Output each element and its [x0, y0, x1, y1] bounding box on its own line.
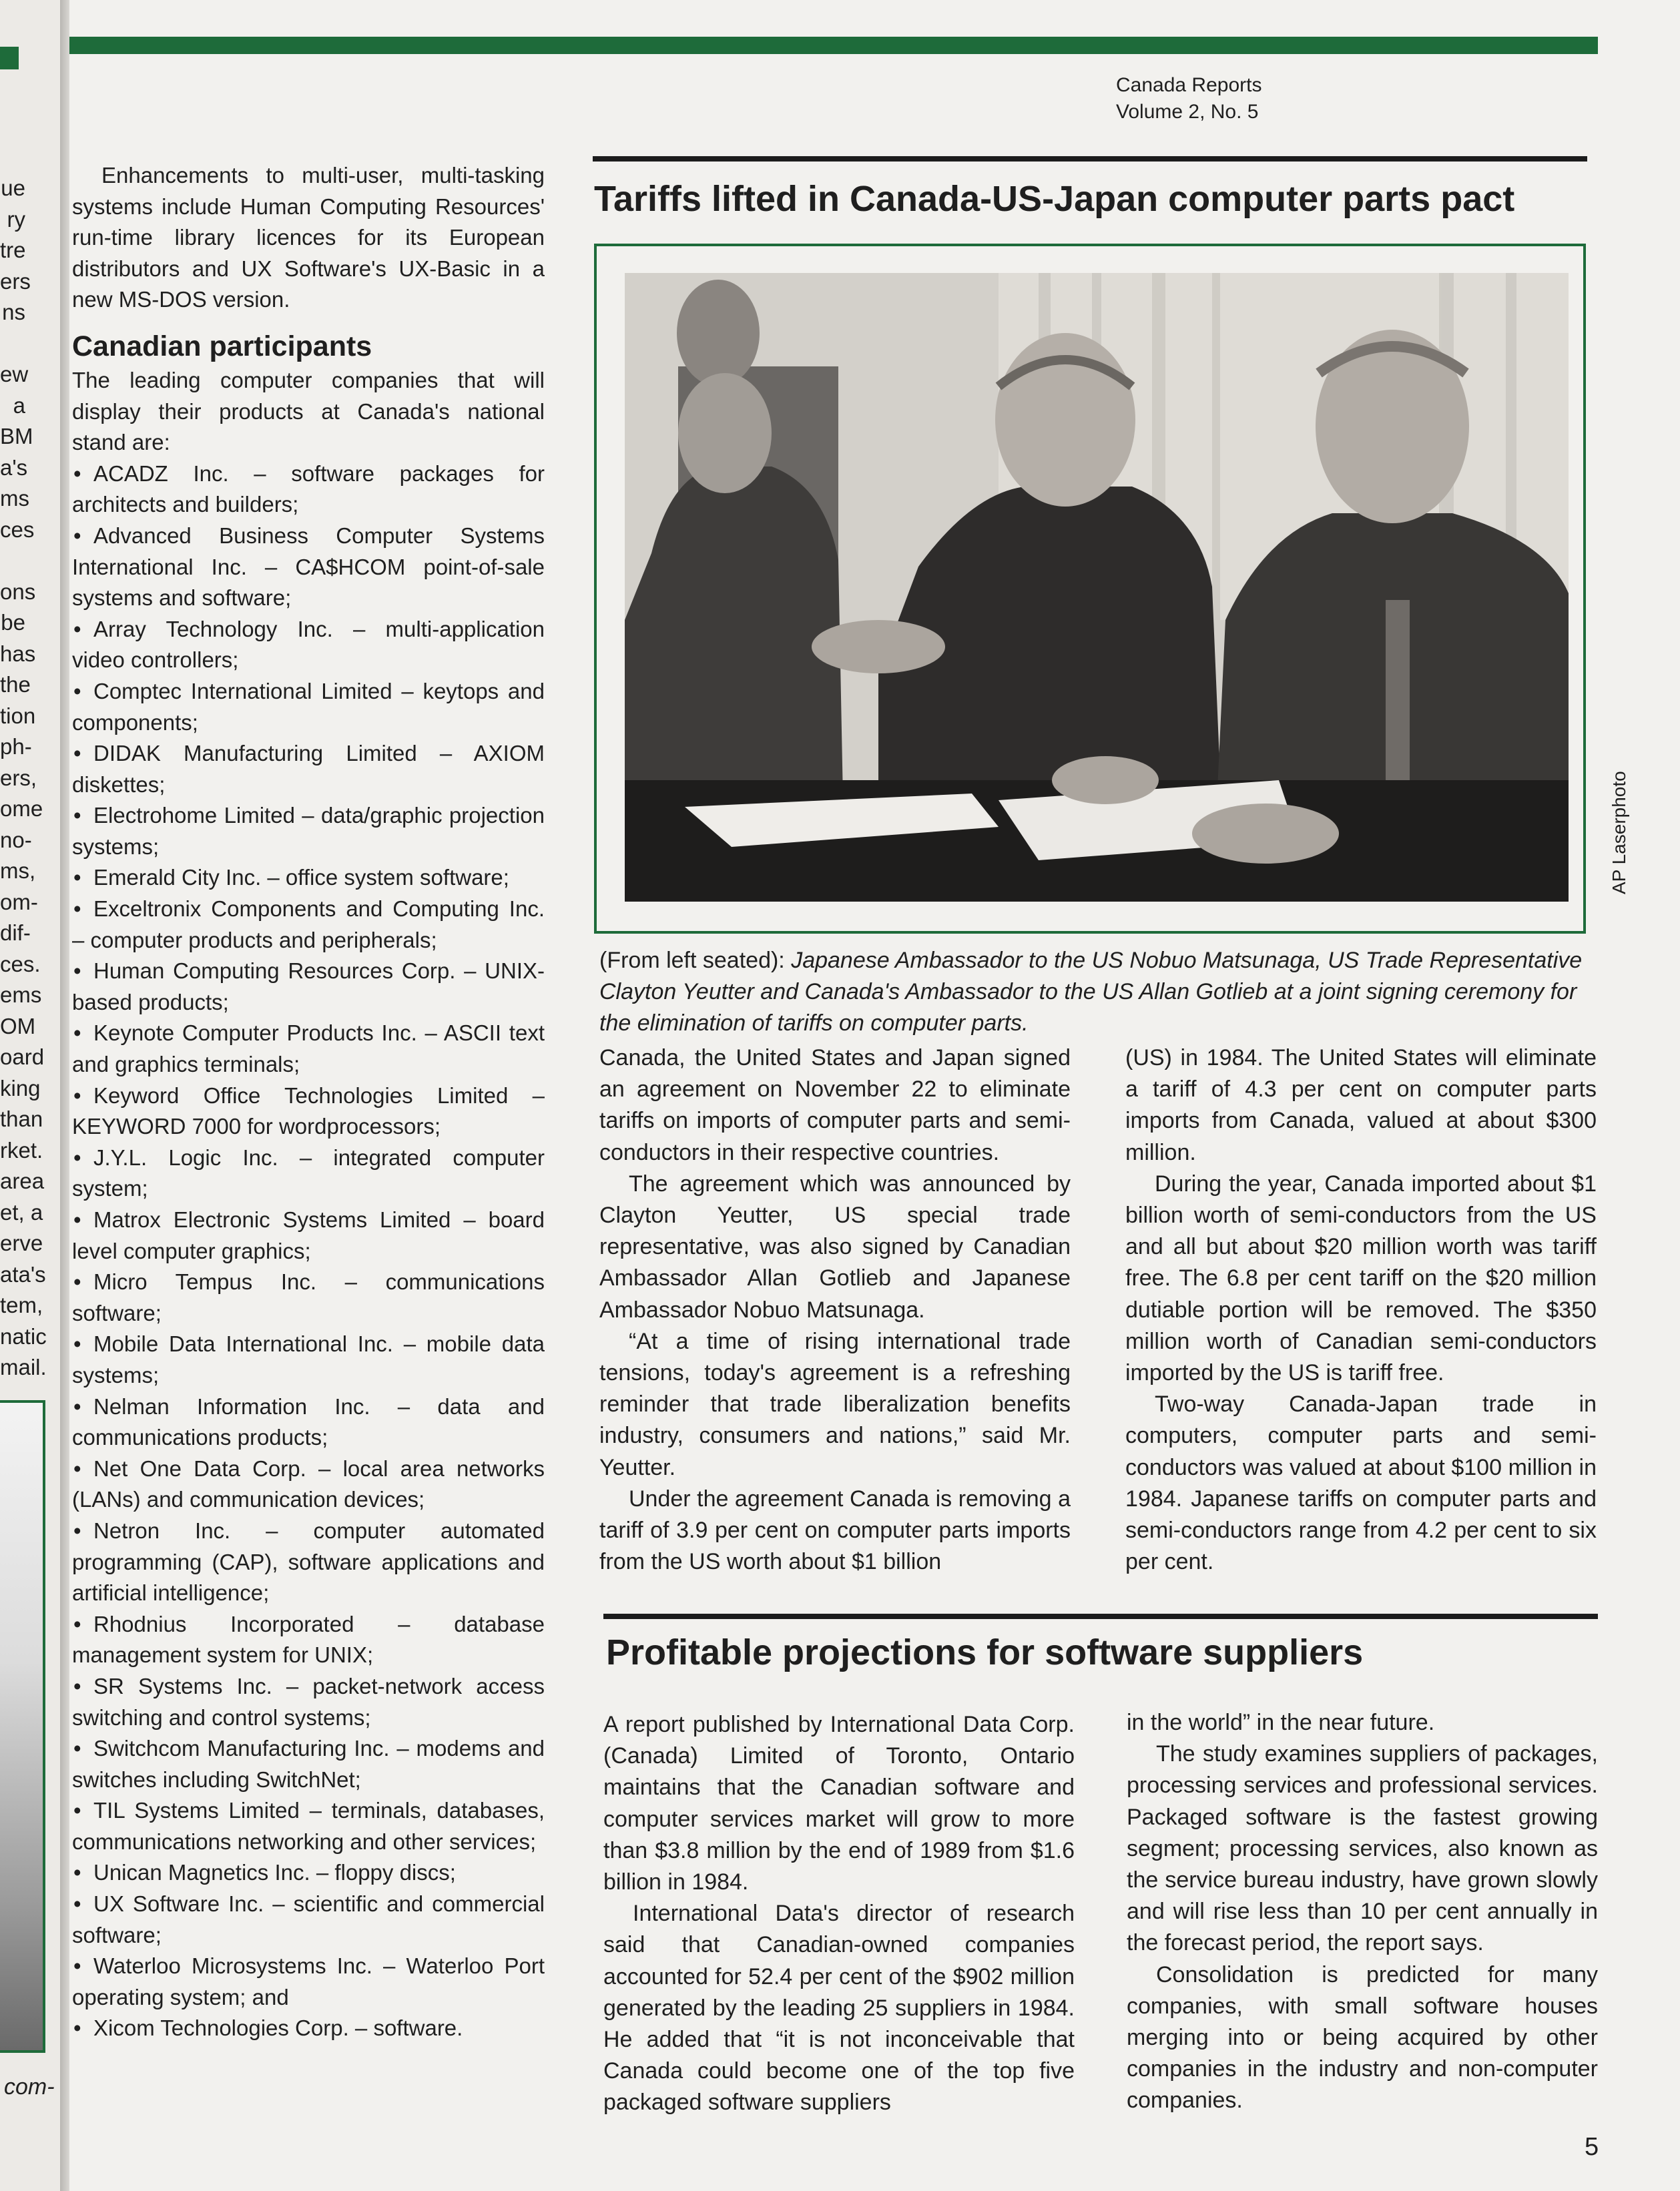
article-paragraph: Canada, the United States and Japan signed an agreement on November 22 to eliminate tariffs on imports of computer parts and semi-conductors in their respective countries.: [599, 1045, 1071, 1165]
section-heading: Canadian participants: [72, 330, 372, 362]
participant-item: • DIDAK Manufacturing Limited – AXIOM diskettes;: [72, 738, 545, 800]
headline-rule: [593, 156, 1587, 162]
adjacent-page-fragment: mail.: [0, 1355, 47, 1379]
adjacent-page-fragment: ers: [0, 268, 31, 294]
adjacent-page-fragment: ph-: [0, 734, 32, 759]
adjacent-page-fragment: natic: [0, 1323, 47, 1349]
intro-paragraph: Enhancements to multi-user, multi-tasking systems include Human Computing Resources' run-time library licences for its European distributors and UX Software's UX-Basic in a new MS-DOS version.: [72, 163, 545, 312]
article-tariffs-header: [593, 156, 1587, 220]
adjacent-page-fragment: a: [13, 392, 25, 418]
adjacent-page-fragment: ers,: [0, 765, 37, 790]
adjacent-page-fragment: has: [0, 641, 36, 666]
article-software-column-1: [603, 1709, 1075, 2119]
photo-illustration: [625, 273, 1569, 902]
article-paragraph: “At a time of rising international trade tensions, today's agreement is a refreshing reminder that trade liberalization benefits industry, consumers and nations,” said Mr. Yeutter.: [599, 1328, 1071, 1480]
adjacent-page-fragment: than: [0, 1107, 43, 1131]
participant-item: • Rhodnius Incorporated – database management system for UNIX;: [72, 1609, 545, 1671]
adjacent-page-fragment: OM: [0, 1013, 36, 1038]
signing-ceremony-photo: [625, 273, 1569, 902]
adjacent-page-fragment: ons: [0, 579, 36, 604]
caption-text: Japanese Ambassador to the US Nobuo Matsunaga, US Trade Representative Clayton Yeutter and Canada's Ambassador to the US Allan Gotlieb at a joint signing ceremony for the elimination of tariffs on computer parts.: [599, 948, 1583, 1036]
participant-item: • Micro Tempus Inc. – communications software;: [72, 1267, 545, 1329]
adjacent-page-fragment: the: [0, 672, 31, 697]
adjacent-page-fragment: tion: [0, 703, 36, 728]
adjacent-page-margin: [0, 0, 69, 2191]
participant-item: • Emerald City Inc. – office system software;: [72, 862, 545, 894]
magazine-page: [69, 0, 1680, 2191]
participant-item: • Matrox Electronic Systems Limited – board level computer graphics;: [72, 1205, 545, 1267]
article-paragraph: in the world” in the near future.: [1127, 1710, 1435, 1735]
article-tariffs-column-2: [1125, 1042, 1597, 1578]
article-paragraph: Consolidation is predicted for many companies, with small software houses merging into or being acquired by other companies in the industry and non-computer companies.: [1127, 1961, 1598, 2114]
adjacent-page-fragment: ns: [2, 300, 25, 324]
adjacent-page-fragment: ces.: [0, 951, 41, 976]
left-column: [72, 160, 545, 2044]
article-paragraph: During the year, Canada imported about $1 billion worth of semi-conductors from the US and all but about $20 million worth was tariff free. The 6.8 per cent tariff on the $20 million dutiable portion will be removed. The $350 million worth of Canadian semi-conductors imported by the US is tariff free.: [1125, 1171, 1597, 1386]
photo-frame: [594, 244, 1586, 934]
article-paragraph: (US) in 1984. The United States will eliminate a tariff of 4.3 per cent on computer parts imports from Canada, valued at about $300 million.: [1125, 1045, 1597, 1165]
adjacent-page-fragment: ms,: [0, 858, 36, 883]
article-headline: Profitable projections for software suppliers: [606, 1632, 1364, 1672]
adjacent-page-fragment: dif-: [0, 920, 31, 945]
participant-item: • Electrohome Limited – data/graphic projection systems;: [72, 800, 545, 862]
adjacent-page-fragment: ue: [1, 176, 25, 200]
participant-item: • Mobile Data International Inc. – mobile data systems;: [72, 1329, 545, 1391]
adjacent-page-fragment: be: [1, 610, 25, 635]
adjacent-page-fragment: ces: [0, 517, 35, 542]
participant-item: • Netron Inc. – computer automated programming (CAP), software applications and artificial intelligence;: [72, 1516, 545, 1609]
issue-volume: Volume 2, No. 5: [1116, 101, 1259, 123]
article-tariffs-column-1: [599, 1042, 1071, 1578]
participant-item: • Waterloo Microsystems Inc. – Waterloo Port operating system; and: [72, 1951, 545, 2013]
article-paragraph: Two-way Canada-Japan trade in computers, computer parts and semi-conductors was valued at about $100 million in 1984. Japanese tariffs on computer parts and semi-conductors range from 4.2 per cent to six per cent.: [1125, 1391, 1597, 1575]
adjacent-page-fragment: BM: [0, 424, 33, 448]
participant-item: • Advanced Business Computer Systems International Inc. – CA$HCOM point-of-sale systems and software;: [72, 521, 545, 614]
participant-item: • Xicom Technologies Corp. – software.: [72, 2013, 545, 2044]
adjacent-page-fragment: no-: [0, 827, 32, 852]
participant-item: • Human Computing Resources Corp. – UNIX-based products;: [72, 956, 545, 1018]
binding-spine-shadow: [60, 0, 69, 2191]
article-paragraph: Under the agreement Canada is removing a tariff of 3.9 per cent on computer parts imports from the US worth about $1 billion: [599, 1486, 1071, 1575]
adjacent-page-fragment: ry: [7, 206, 25, 232]
adjacent-page-fragment: area: [0, 1169, 45, 1193]
participant-item: • Array Technology Inc. – multi-application video controllers;: [72, 614, 545, 676]
article-paragraph: International Data's director of research said that Canadian-owned companies accounted for 52.4 per cent of the $902 million generated by the leading 25 suppliers in 1984. He added that “it is not inconceivable that Canada could become one of the top five packaged software suppliers: [603, 1901, 1075, 2116]
caption-lead: (From left seated):: [599, 948, 785, 973]
adjacent-page-fragment: ms: [0, 486, 29, 511]
participant-item: • Exceltronix Components and Computing Inc. – computer products and peripherals;: [72, 894, 545, 956]
page-number: 5: [1585, 2133, 1599, 2161]
article-paragraph: A report published by International Data Corp. (Canada) Limited of Toronto, Ontario maintains that the Canadian software and computer services market will grow to more than $3.8 million by the end of 1989 from $1.6 billion in 1984.: [603, 1712, 1075, 1895]
adjacent-page-photo: [0, 1400, 45, 2053]
article-paragraph: The agreement which was announced by Clayton Yeutter, US special trade representative, was also signed by Canadian Ambassador Allan Gotlieb and Japanese Ambassador Nobuo Matsunaga.: [599, 1171, 1071, 1323]
adjacent-page-fragment: erve: [0, 1231, 43, 1255]
photo-caption: [599, 945, 1597, 1039]
participant-item: • Net One Data Corp. – local area networks (LANs) and communication devices;: [72, 1454, 545, 1516]
participant-item: • Keynote Computer Products Inc. – ASCII text and graphics terminals;: [72, 1018, 545, 1080]
participant-item: • Keyword Office Technologies Limited – KEYWORD 7000 for wordprocessors;: [72, 1080, 545, 1143]
participant-item: • Comptec International Limited – keytops and components;: [72, 676, 545, 738]
adjacent-page-fragment: tre: [0, 238, 26, 262]
participants-lead: The leading computer companies that will display their products at Canada's national stand are:: [72, 367, 545, 455]
adjacent-page-fragment: ome: [0, 796, 43, 821]
article-paragraph: The study examines suppliers of packages, processing services and professional services. Packaged software is the fastest growing segment; processing services, also known as the service bureau industry, have grown slowly and will rise less than 10 per cent annually in the forecast period, the report says.: [1127, 1741, 1598, 1956]
participant-item: • ACADZ Inc. – software packages for architects and builders;: [72, 458, 545, 521]
participant-item: • Nelman Information Inc. – data and communications products;: [72, 1391, 545, 1454]
article-headline: Tariffs lifted in Canada-US-Japan computer parts pact: [594, 179, 1515, 219]
participant-item: • J.Y.L. Logic Inc. – integrated computer system;: [72, 1143, 545, 1205]
adjacent-page-fragment: ems: [0, 982, 42, 1007]
adjacent-page-green-bar: [0, 47, 19, 69]
headline-rule: [603, 1614, 1598, 1619]
adjacent-page-fragment: oard: [0, 1044, 45, 1069]
participant-item: • SR Systems Inc. – packet-network access switching and control systems;: [72, 1671, 545, 1733]
adjacent-page-fragment: tem,: [0, 1293, 43, 1317]
adjacent-page-fragment: ata's: [0, 1261, 46, 1287]
article-software-header: [603, 1614, 1598, 1674]
adjacent-page-fragment: om-: [0, 889, 38, 914]
adjacent-page-fragment: ew: [0, 362, 29, 386]
adjacent-page-fragment: king: [0, 1075, 41, 1101]
issue-info: [1116, 72, 1262, 125]
header-green-bar: [69, 37, 1598, 54]
participant-item: • Unican Magnetics Inc. – floppy discs;: [72, 1857, 545, 1889]
participant-item: • TIL Systems Limited – terminals, databases, communications networking and other services;: [72, 1795, 545, 1857]
participant-item: • Switchcom Manufacturing Inc. – modems and switches including SwitchNet;: [72, 1733, 545, 1795]
participants-list: [72, 458, 545, 2044]
adjacent-page-fragment: rket.: [0, 1137, 43, 1163]
article-software-column-2: [1127, 1707, 1598, 2117]
publication-name: Canada Reports: [1116, 74, 1262, 96]
adjacent-page-fragment: a's: [0, 454, 28, 480]
adjacent-page-bottom-fragment: com-: [4, 2074, 55, 2100]
adjacent-page-fragment: et, a: [0, 1199, 43, 1225]
participant-item: • UX Software Inc. – scientific and commercial software;: [72, 1889, 545, 1951]
photo-credit: AP Laserphoto: [1609, 771, 1629, 894]
